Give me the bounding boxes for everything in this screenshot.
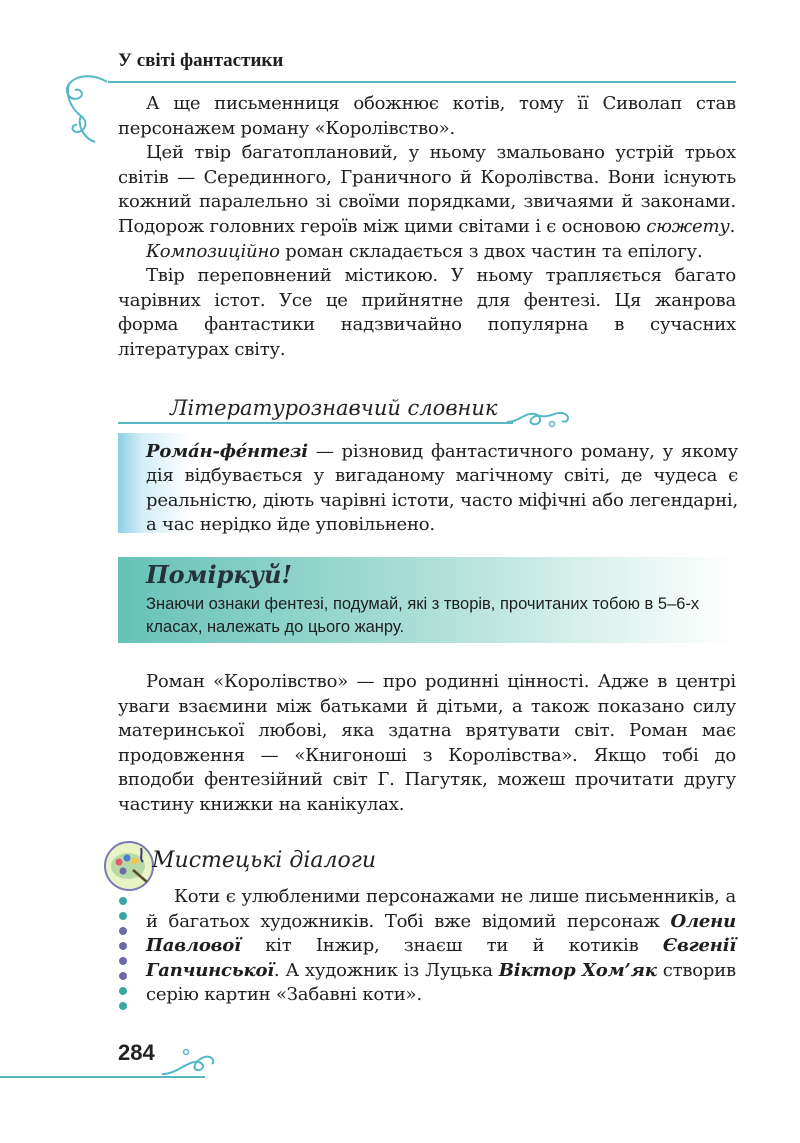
dictionary-underline (118, 422, 513, 424)
paragraph-text: роман складається з двох частин та епілогу. (279, 240, 703, 262)
paragraph (118, 240, 736, 265)
paragraph: Твір переповнений містикою. У ньому трапляється багато чарівних істот. Усе це прийнятне для фентезі. Ця жанрова форма фантастики надзвичайно популярна в сучасних літературах світу. (118, 265, 736, 360)
punctuation: . (729, 215, 736, 237)
paragraph-text: кіт Інжир, знаєш ти й котиків (240, 935, 663, 957)
artist-name: Олени Павлової (146, 910, 736, 957)
paragraph-text: Коти є улюбленими персонажами не лише письменників, а й багатьох художників. Тобі вже відомий персонаж (146, 886, 736, 932)
page-number: 284 (118, 1040, 155, 1065)
term-plot: сюжету (646, 215, 730, 237)
decor-dot (119, 942, 127, 950)
think-title: Поміркуй! (146, 560, 292, 589)
decor-dot (119, 1002, 127, 1010)
paragraph-text: Цей твір багатоплановий, у ньому змальовано устрій трьох світів — Серединного, Граничного й Королівства. Вони існують кожний паралельно зі своїми порядками, звичаями й законами. Подорож головних героїв між цими світами і є основою (118, 142, 736, 237)
paragraph (118, 141, 736, 239)
header-divider (108, 81, 736, 83)
dictionary-term: Рома́н-фе́нтезі (146, 441, 308, 462)
decor-dot (119, 927, 127, 935)
decor-dot (119, 912, 127, 920)
family-text (118, 670, 736, 818)
art-dialogs-heading: Мистецькі діалоги (152, 848, 377, 873)
swirl-ornament-icon (505, 404, 575, 434)
art-text (146, 885, 736, 1008)
decor-dot (119, 987, 127, 995)
decor-dot (119, 957, 127, 965)
paragraph: А ще письменниця обожнює котів, тому її Сиволап став персонажем роману «Королівство». (118, 93, 736, 139)
dictionary-definition: — різновид фантастичного роману, у якому дія відбувається у вигаданому магічному світі, де чудеса є реальністю, діють чарівні істоти, часто міфічні або легендарні, а час нерідко йде уповільнено. (146, 441, 738, 536)
intro-text (118, 92, 736, 363)
paragraph (146, 885, 736, 1008)
paragraph-text: створив серію картин «Забавні коти». (146, 959, 736, 1006)
decor-dot (119, 897, 127, 905)
paragraph: Роман «Королівство» — про родинні цінності. Адже в центрі уваги взаємини між батьками й дітьми, а також показано силу материнської любові, яка здатна врятувати світ. Роман має продовження — «Книгоноші з Королівства». Якщо тобі до вподоби фентезійний світ Г. Пагутяк, можеш прочитати другу частину книжки на канікулах. (118, 671, 736, 815)
paragraph-text: . А художник із Луцька (273, 959, 499, 981)
footer-swirl-icon (160, 1040, 220, 1080)
dictionary-heading: Літературознавчий словник (170, 396, 498, 420)
artist-name: Євгенії Гапчинської (146, 935, 736, 981)
decor-dot (119, 972, 127, 980)
term-composition: Композиційно (146, 240, 280, 262)
flourish-ornament-icon (55, 68, 115, 148)
artist-name: Віктор Хом’як (498, 959, 657, 981)
think-question: Знаючи ознаки фентезі, подумай, які з творів, прочитаних тобою в 5–6-х класах, належать до цього жанру. (146, 595, 700, 636)
dictionary-entry (146, 440, 738, 538)
section-title: У світі фантастики (118, 50, 284, 71)
